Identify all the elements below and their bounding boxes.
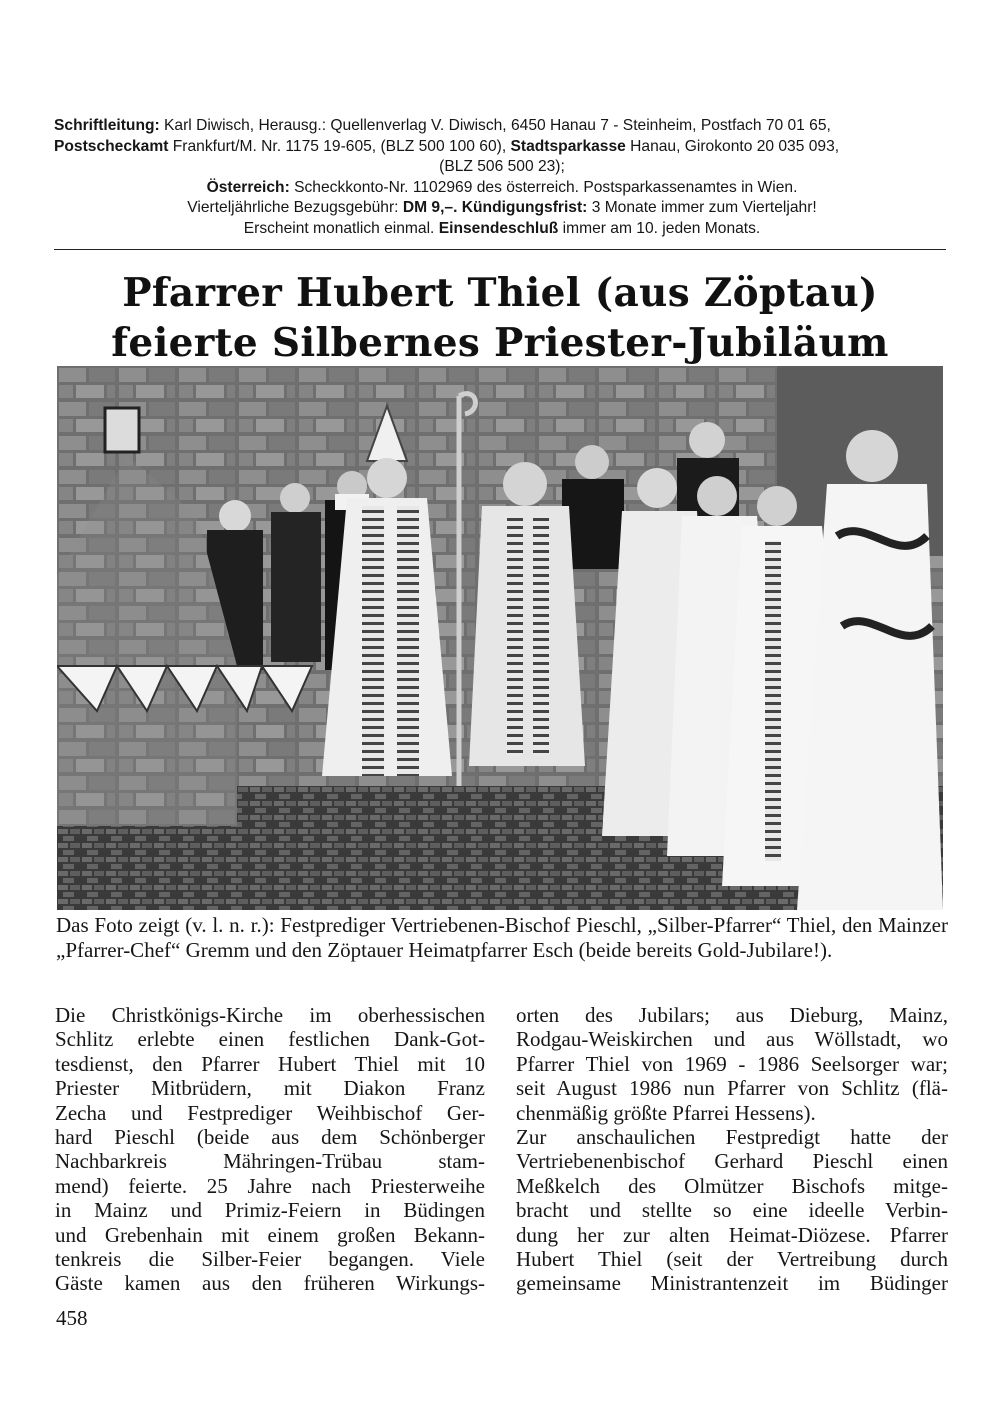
text-line: in Mainz und Primiz-Feiern in Büdingen (55, 1198, 485, 1223)
text-line: bracht und stellte so eine ideelle Verbin- (516, 1198, 948, 1223)
text-line: Zur anschaulichen Festpredigt hatte der (516, 1125, 948, 1150)
text-line: tenkreis die Silber-Feier begangen. Viele (55, 1247, 485, 1272)
article-column-left (55, 1003, 485, 1296)
headline-line-2: feierte Silbernes Priester-Jubiläum (111, 320, 889, 366)
photo-scene (57, 366, 943, 910)
masthead-divider (54, 249, 946, 250)
photo-caption: Das Foto zeigt (v. l. n. r.): Festprediger Vertriebenen-Bischof Pieschl, „Silber-Pfarrer“ Thiel, den Mainzer „Pfarrer-Chef“ Gremm und den Zöptauer Heimatpfarrer Esch (beide bereits Gold-Jubilare!). (56, 913, 948, 962)
text-line: Vertriebenenbischof Gerhard Pieschl einen (516, 1149, 948, 1174)
text-line: gemeinsame Ministrantenzeit im Büdinger (516, 1271, 948, 1296)
text-line: Nachbarkreis Mähringen-Trübau stam- (55, 1149, 485, 1174)
text-line: dung her zur alten Heimat-Diözese. Pfarrer (516, 1222, 948, 1247)
masthead-line-postal-account: Postscheckamt Frankfurt/M. Nr. 1175 19-605, (BLZ 500 100 60), Stadtsparkasse Hanau, Girokonto 20 035 093, (54, 137, 840, 155)
priest-figure-2 (469, 462, 585, 766)
text-line: seit August 1986 nun Pfarrer von Schlitz (flä- (516, 1076, 948, 1101)
text-line: Rodgau-Weiskirchen und aus Wöllstadt, wo (516, 1027, 948, 1052)
text-line: chenmäßig größte Pfarrei Hessens). (516, 1100, 816, 1125)
masthead-line-blz: (BLZ 506 500 23); (439, 158, 565, 176)
masthead (54, 116, 950, 240)
lantern (105, 408, 139, 452)
text-line: tesdienst, den Pfarrer Hubert Thiel mit 10 (55, 1051, 485, 1076)
masthead-line-austria: Österreich: Scheckkonto-Nr. 1102969 des österreich. Postsparkassenamtes in Wien. (206, 178, 798, 196)
text-line: Priester Mitbrüdern, mit Diakon Franz (55, 1076, 485, 1101)
text-line: mend) feierte. 25 Jahre nach Priesterweihe (55, 1173, 485, 1198)
masthead-line-schedule: Erscheint monatlich einmal. Einsendeschluß immer am 10. jeden Monats. (243, 219, 761, 237)
text-line: Gäste kamen aus den früheren Wirkungs- (55, 1271, 485, 1296)
text-line: Zecha und Festprediger Weihbischof Ger- (55, 1100, 485, 1125)
page-number: 458 (56, 1306, 88, 1330)
text-line: orten des Jubilars; aus Dieburg, Mainz, (516, 1003, 948, 1027)
text-line: Die Christkönigs-Kirche im oberhessischen (55, 1003, 485, 1027)
masthead-line-editorship: Schriftleitung: Karl Diwisch, Herausg.: Quellenverlag V. Diwisch, 6450 Hanau 7 - Steinheim, Postfach 70 01 65, (54, 117, 831, 134)
text-line: Meßkelch des Olmützer Bischofs mitge- (516, 1173, 948, 1198)
masthead-line-subscription: Vierteljährliche Bezugsgebühr: DM 9,–. Kündigungsfrist: 3 Monate immer zum Vierteljahr! (187, 199, 817, 217)
text-line: Hubert Thiel (seit der Vertreibung durch (516, 1247, 948, 1272)
text-line: hard Pieschl (beide aus dem Schönberger (55, 1125, 485, 1150)
text-line: Schlitz erlebte einen festlichen Dank-Got- (55, 1027, 485, 1052)
article-photo (57, 366, 943, 910)
article-headline (40, 268, 960, 368)
text-line: Pfarrer Thiel von 1969 - 1986 Seelsorger war; (516, 1051, 948, 1076)
headline-line-1: Pfarrer Hubert Thiel (aus Zöptau) (122, 270, 878, 316)
text-line: und Grebenhain mit einem großen Bekann- (55, 1222, 485, 1247)
article-column-right (516, 1003, 948, 1296)
